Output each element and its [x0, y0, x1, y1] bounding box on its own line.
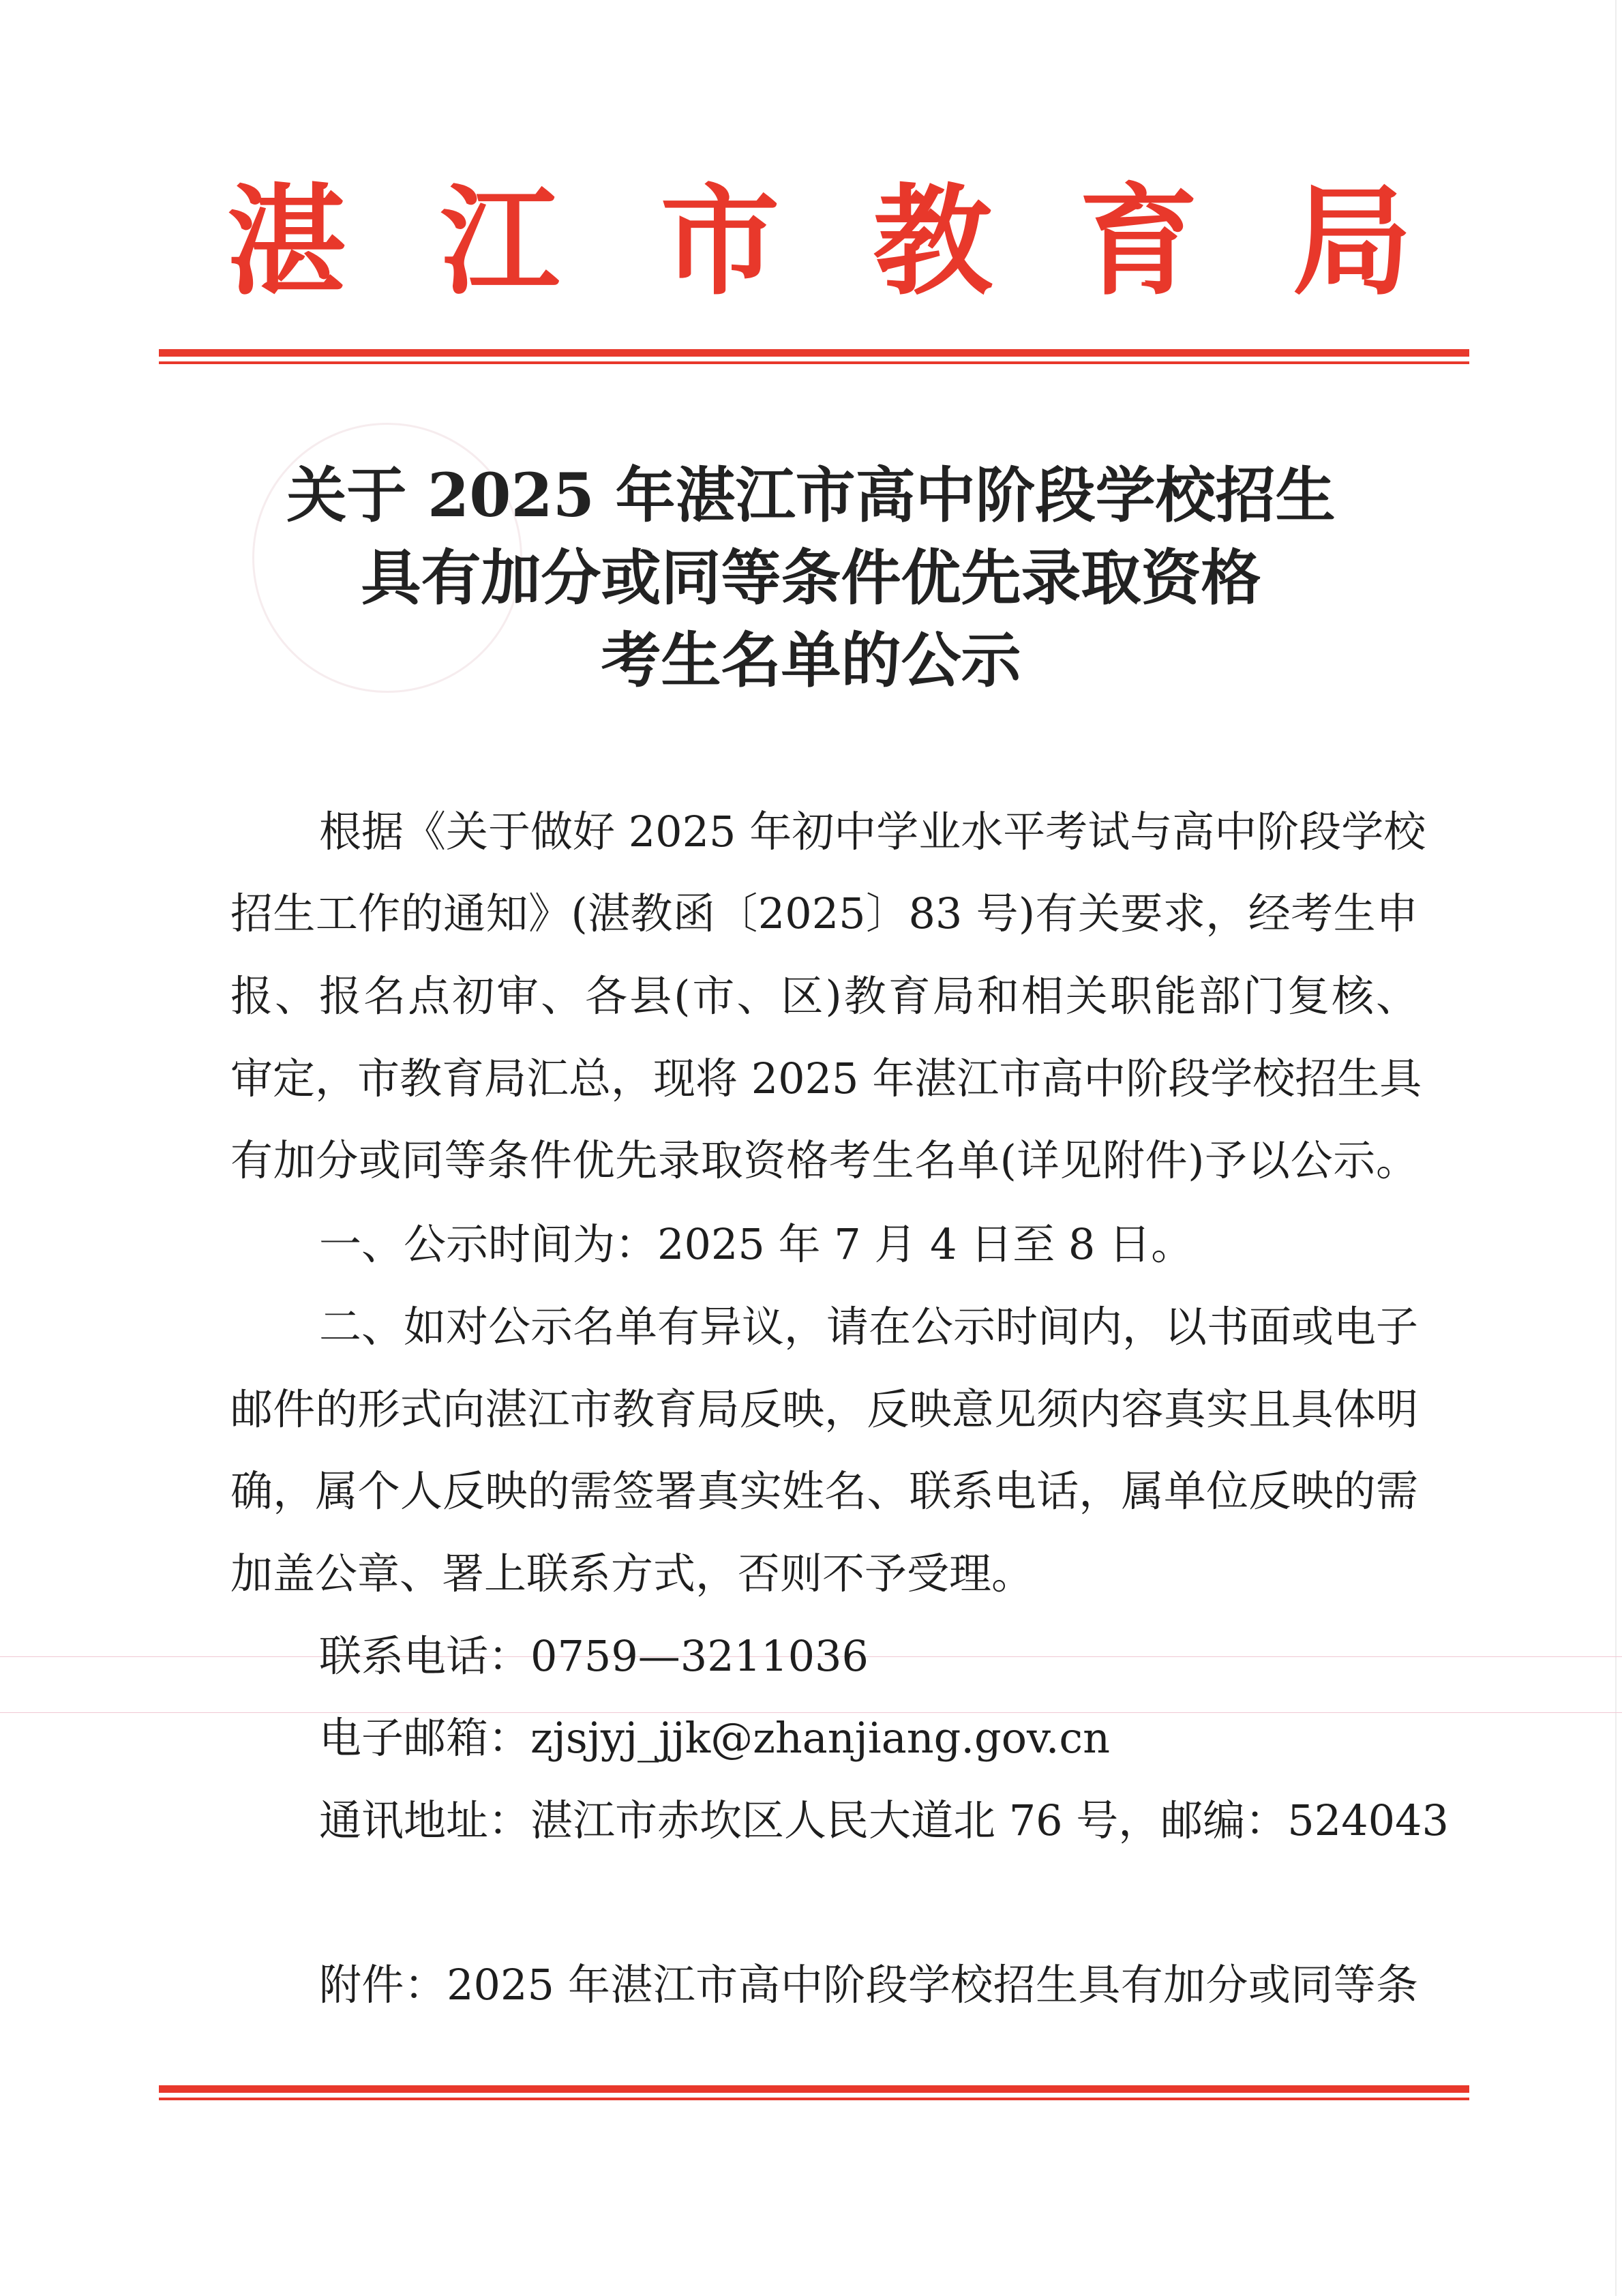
contact-email: 电子邮箱：zjsjyj_jjk@zhanjiang.gov.cn [319, 1713, 1111, 1763]
header-divider-thin [159, 361, 1469, 364]
title-line-1: 关于 2025 年湛江市高中阶段学校招生 [286, 460, 1336, 531]
body-line: 一、公示时间为：2025 年 7 月 4 日至 8 日。 [319, 1219, 1194, 1269]
body-line: 招生工作的通知》(湛教函〔2025〕83 号)有关要求，经考生申 [230, 889, 1418, 938]
footer-divider-thin [159, 2098, 1469, 2100]
body-line: 有加分或同等条件优先录取资格考生名单(详见附件)予以公示。 [230, 1135, 1418, 1185]
page-edge [1615, 0, 1617, 2296]
header-char: 江 [440, 172, 560, 312]
header-char: 市 [660, 172, 780, 312]
title-line-2: 具有加分或同等条件优先录取资格 [361, 542, 1261, 613]
header-char: 教 [873, 172, 993, 312]
body-line: 邮件的形式向湛江市教育局反映，反映意见须内容真实且具体明 [230, 1384, 1418, 1434]
body-line: 加盖公章、署上联系方式，否则不予受理。 [230, 1549, 1034, 1598]
body-line: 二、如对公示名单有异议，请在公示时间内，以书面或电子 [319, 1302, 1419, 1352]
body-line: 根据《关于做好 2025 年初中学业水平考试与高中阶段学校 [319, 807, 1426, 856]
header-divider-thick [159, 349, 1469, 357]
title-line-3: 考生名单的公示 [601, 625, 1021, 696]
contact-address: 通讯地址：湛江市赤坎区人民大道北 76 号，邮编：524043 [319, 1795, 1449, 1845]
body-line: 报、报名点初审、各县(市、区)教育局和相关职能部门复核、 [230, 971, 1418, 1021]
footer-divider-thick [159, 2085, 1469, 2093]
body-line: 确，属个人反映的需签署真实姓名、联系电话，属单位反映的需 [230, 1466, 1418, 1516]
attachment-line: 附件：2025 年湛江市高中阶段学校招生具有加分或同等条 [319, 1960, 1418, 2010]
header-char: 育 [1079, 172, 1199, 312]
header-char: 湛 [226, 172, 346, 312]
header-char: 局 [1292, 172, 1412, 312]
body-line: 审定，市教育局汇总，现将 2025 年湛江市高中阶段学校招生具 [230, 1054, 1422, 1103]
contact-phone: 联系电话：0759—3211036 [319, 1631, 869, 1681]
